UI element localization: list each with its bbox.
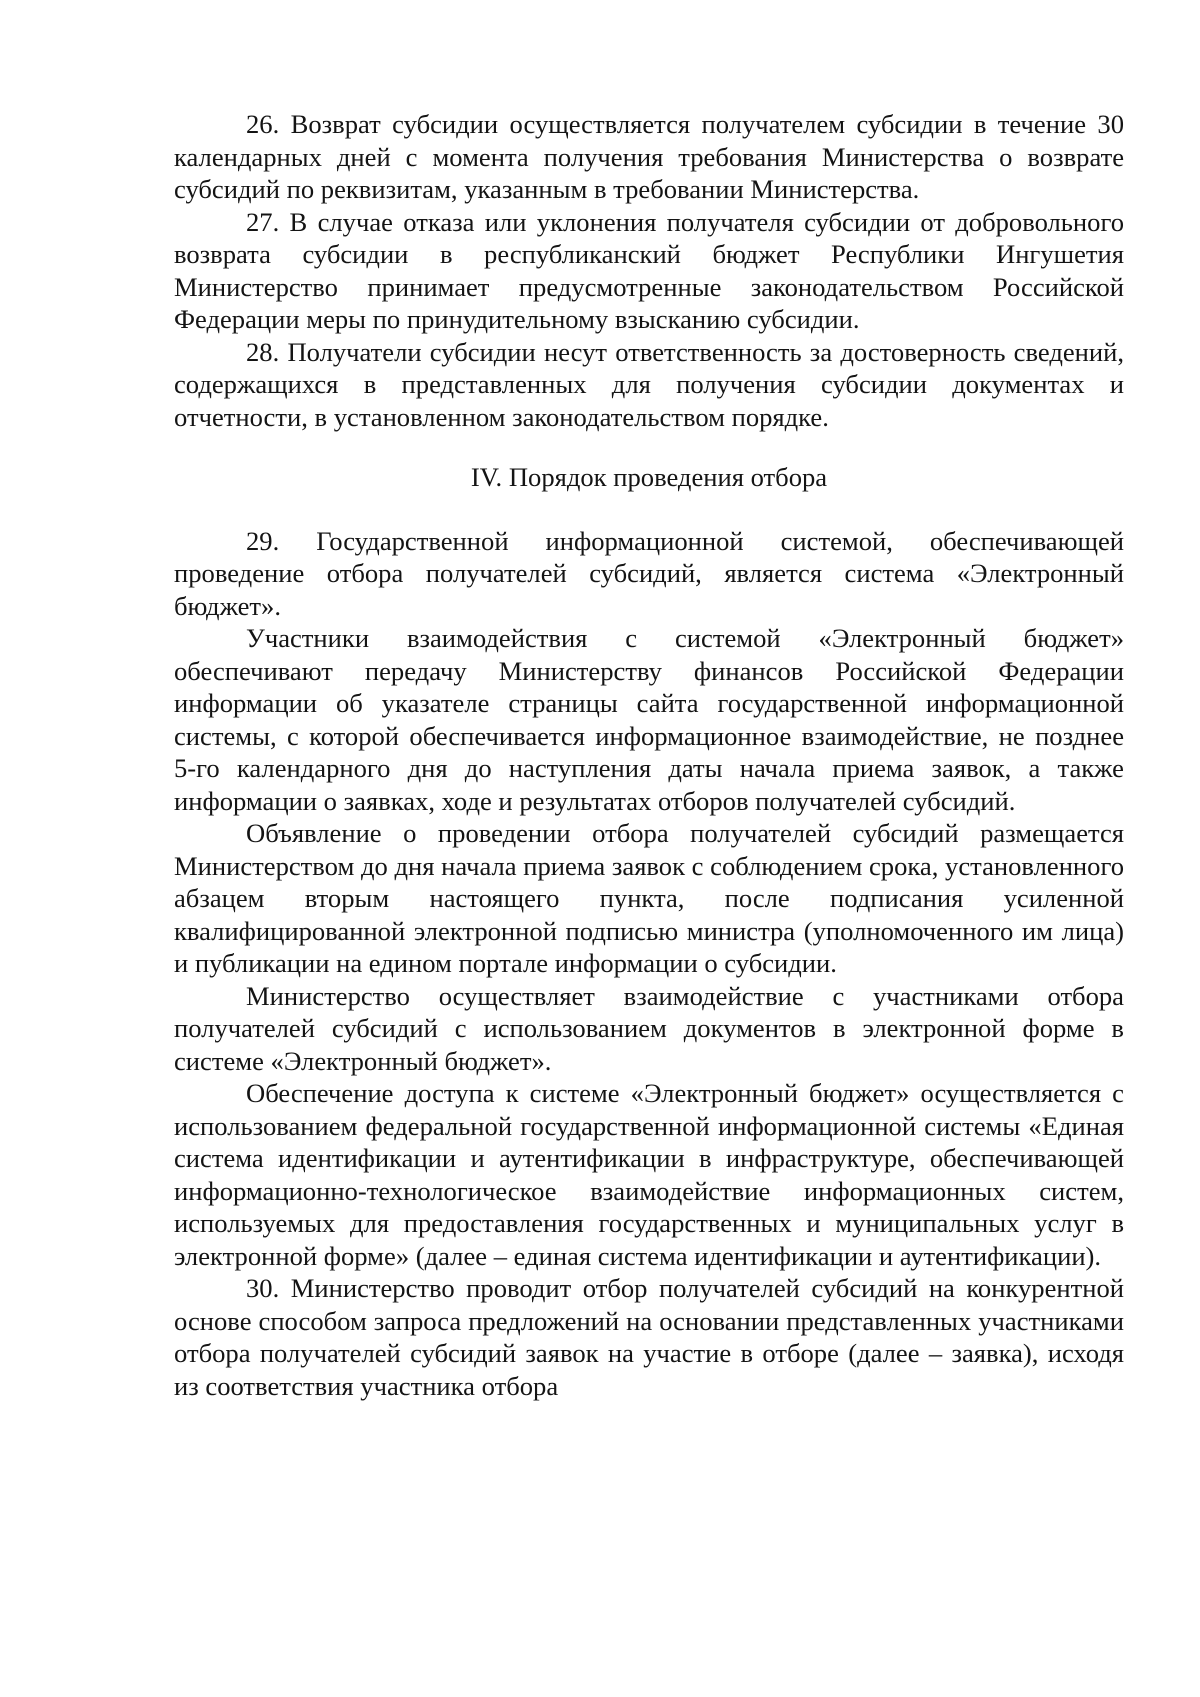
paragraph-29: 29. Государственной информационной системой, обеспечивающей проведение отбора получателей субсидий, является система «Электронный бюджет». [174, 525, 1124, 621]
paragraph-electronic-budget-participants: Участники взаимодействия с системой «Электронный бюджет» обеспечивают передачу Министерству финансов Российской Федерации информации об указателе страницы сайта государственной информационной системы, с которой обеспечивается информационное взаимодействие, не позднее 5-го календарного дня до наступления даты начала приема заявок, а также информации о заявках, ходе и результатах отборов получателей субсидий. [174, 623, 1124, 816]
paragraph-27: 27. В случае отказа или уклонения получателя субсидии от добровольного возврата субсидии в республиканский бюджет Республики Ингушетия Министерство принимает предусмотренные законодательством Российской Федерации меры по принудительному взысканию субсидии. [174, 206, 1124, 334]
paragraph-selection-announcement: Объявление о проведении отбора получателей субсидий размещается Министерством до дня начала приема заявок с соблюдением срока, установленного абзацем вторым настоящего пункта, после подписания усиленной квалифицированной электронной подписью министра (уполномоченного им лица) и публикации на едином портале информации о субсидии. [174, 818, 1124, 978]
paragraph-ministry-interaction: Министерство осуществляет взаимодействие с участниками отбора получателей субсидий с использованием документов в электронной форме в системе «Электронный бюджет». [174, 980, 1124, 1076]
paragraph-30: 30. Министерство проводит отбор получателей субсидий на конкурентной основе способом запроса предложений на основании представленных участниками отбора получателей субсидий заявок на участие в отборе (далее – заявка), исходя из соответствия участника отбора [174, 1273, 1124, 1401]
paragraph-28: 28. Получатели субсидии несут ответственность за достоверность сведений, содержащихся в представленных для получения субсидии документах и отчетности, в установленном законодательством порядке. [174, 336, 1124, 432]
section-heading: IV. Порядок проведения отбора [470, 462, 828, 492]
document-page [174, 108, 1124, 1402]
paragraph-26: 26. Возврат субсидии осуществляется получателем субсидии в течение 30 календарных дней с момента получения требования Министерства о возврате субсидий по реквизитам, указанным в требовании Министерства. [174, 109, 1124, 204]
paragraph-access-provision: Обеспечение доступа к системе «Электронный бюджет» осуществляется с использованием федеральной государственной информационной системы «Единая система идентификации и аутентификации в инфраструктуре, обеспечивающей информационно-технологическое взаимодействие информационных систем, используемых для предоставления государственных и муниципальных услуг в электронной форме» (далее – единая система идентификации и аутентификации). [174, 1078, 1124, 1271]
